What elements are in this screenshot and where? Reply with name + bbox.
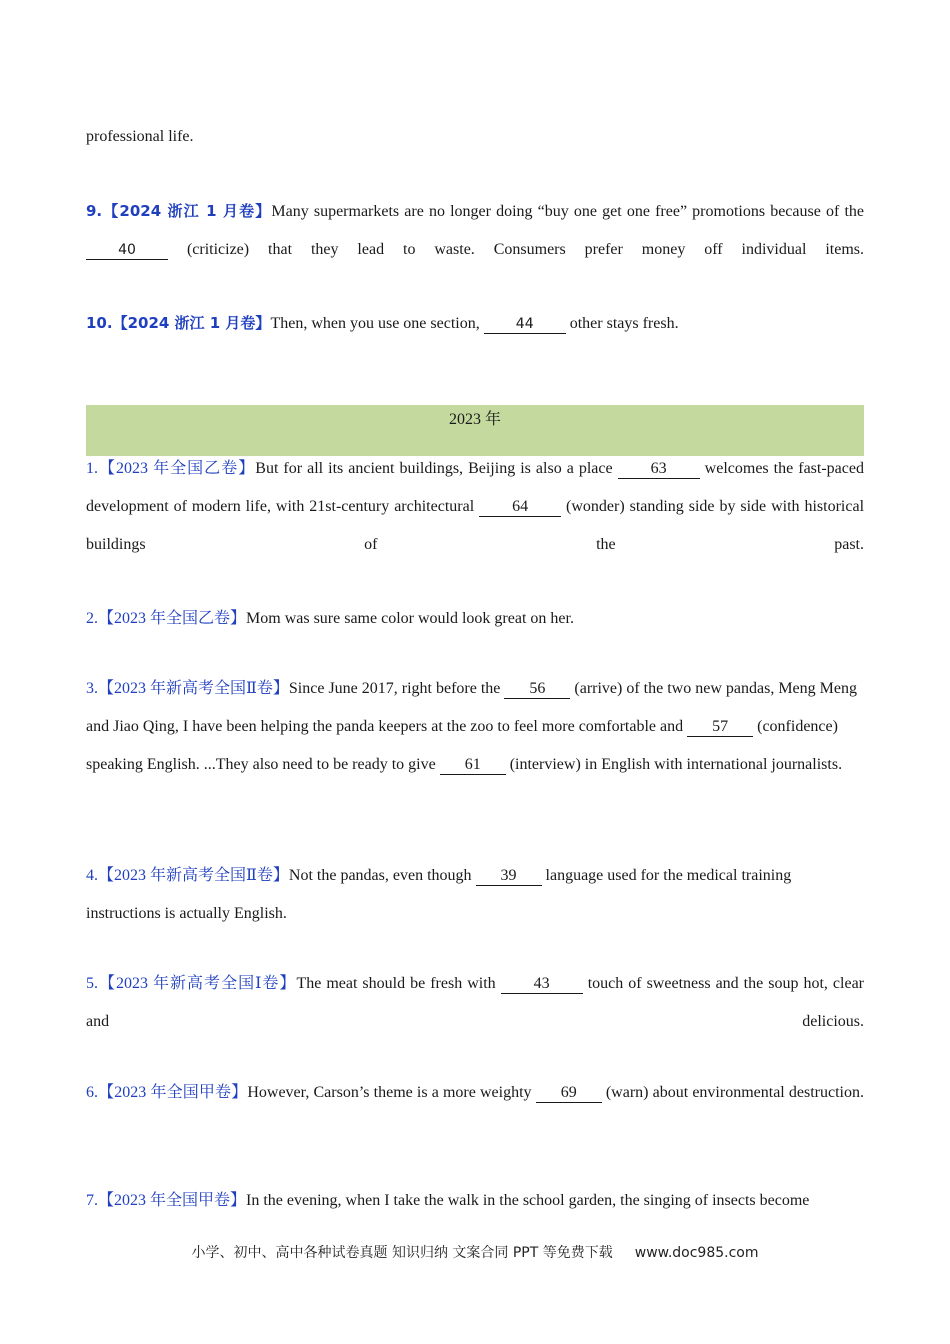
question-2023-7 bbox=[86, 1182, 864, 1220]
question-source-tag: 10.【2024 浙江 1 月卷】 bbox=[86, 314, 271, 332]
question-source-tag: 6.【2023 年全国甲卷】 bbox=[86, 1084, 248, 1101]
question-text: Mom was sure same color would look great on her. bbox=[246, 610, 574, 627]
answer-blank: 56 bbox=[504, 680, 570, 699]
year-section-title: 2023 年 bbox=[448, 411, 501, 428]
question-text: (warn) about environmental destruction. bbox=[605, 1084, 864, 1101]
footer-text: 小学、初中、高中各种试卷真题 知识归纳 文案合同 PPT 等免费下载 bbox=[191, 1245, 613, 1261]
answer-blank: 43 bbox=[501, 975, 583, 994]
question-source-tag: 1.【2023 年全国乙卷】 bbox=[86, 460, 256, 477]
question-2023-1 bbox=[86, 450, 864, 602]
question-text: language used for the medical training instructions is actually English. bbox=[86, 867, 792, 922]
question-text: Then, when you use one section, bbox=[270, 315, 480, 332]
question-text: In the evening, when I take the walk in the school garden, the singing of insects become bbox=[246, 1192, 810, 1209]
question-source-tag: 7.【2023 年全国甲卷】 bbox=[86, 1192, 247, 1209]
question-2023-2 bbox=[86, 600, 864, 638]
question-text: touch of sweetness and the soup hot, clear and delicious. bbox=[86, 975, 865, 1030]
carry-over-line bbox=[86, 118, 864, 156]
question-text: However, Carson’s theme is a more weighty bbox=[247, 1084, 532, 1101]
page-footer bbox=[0, 1242, 950, 1262]
footer-url[interactable]: www.doc985.com bbox=[634, 1245, 759, 1261]
question-2023-5 bbox=[86, 965, 864, 1079]
answer-blank: 57 bbox=[687, 718, 753, 737]
answer-blank: 63 bbox=[618, 460, 700, 479]
question-text: (wonder) standing side by side with historical buildings of the past. bbox=[86, 498, 865, 553]
answer-blank: 69 bbox=[536, 1084, 602, 1103]
answer-blank: 39 bbox=[476, 867, 542, 886]
question-source-tag: 2.【2023 年全国乙卷】 bbox=[86, 610, 247, 627]
question-source-tag: 4.【2023 年新高考全国Ⅱ卷】 bbox=[86, 867, 289, 884]
question-text: The meat should be fresh with bbox=[296, 975, 496, 992]
question-2024-9 bbox=[86, 192, 864, 307]
question-source-tag: 9.【2024 浙江 1 月卷】 bbox=[86, 202, 272, 220]
question-text: (arrive) of the two new pandas, Meng Meng and Jiao Qing, I have been helping the panda keepers at the zoo to feel more comfortable and bbox=[86, 680, 857, 735]
question-text: other stays fresh. bbox=[569, 315, 679, 332]
question-text: Many supermarkets are no longer doing “buy one get one free” promotions because of the bbox=[271, 203, 864, 220]
question-text: Since June 2017, right before the bbox=[288, 680, 501, 697]
answer-blank: 61 bbox=[440, 756, 506, 775]
question-2023-6 bbox=[86, 1074, 864, 1150]
question-text: (interview) in English with international journalists. bbox=[509, 756, 843, 773]
question-source-tag: 5.【2023 年新高考全国Ⅰ卷】 bbox=[86, 975, 297, 992]
year-section-header bbox=[86, 405, 864, 456]
question-2023-4 bbox=[86, 857, 864, 933]
answer-blank: 40 bbox=[86, 241, 168, 260]
answer-blank: 44 bbox=[484, 315, 566, 334]
question-text: (confidence) speaking English. ...They also need to be ready to give bbox=[86, 718, 838, 773]
question-text: (criticize) that they lead to waste. Consumers prefer money off individual items. bbox=[186, 241, 865, 258]
question-text: welcomes the fast-paced development of modern life, with 21st-century architectural bbox=[86, 460, 864, 515]
question-2024-10 bbox=[86, 304, 864, 343]
carry-over-text: professional life. bbox=[86, 128, 194, 145]
answer-blank: 64 bbox=[479, 498, 561, 517]
question-text: Not the pandas, even though bbox=[288, 867, 472, 884]
question-2023-3 bbox=[86, 670, 864, 784]
question-source-tag: 3.【2023 年新高考全国Ⅱ卷】 bbox=[86, 680, 289, 697]
question-text: But for all its ancient buildings, Beijing is also a place bbox=[255, 460, 613, 477]
